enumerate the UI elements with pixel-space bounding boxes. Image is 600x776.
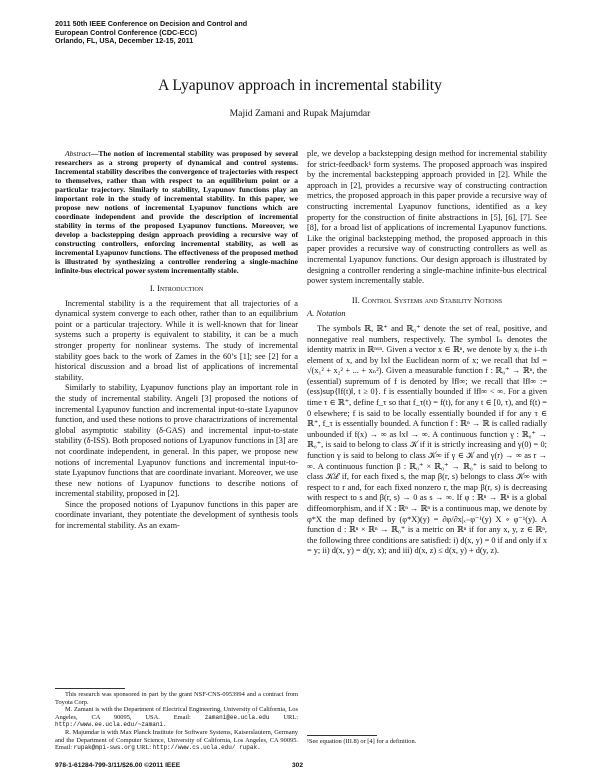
zamani-url-link[interactable]: http://www.ee.ucla.edu/~zamani. xyxy=(55,721,167,729)
page-number: 302 xyxy=(292,762,304,769)
abstract xyxy=(55,149,298,275)
notation-paragraph: The symbols ℝ, ℝ⁺ and ℝ₀⁺ denote the set of real, positive, and nonnegative real numbers, respectively. The symbol Iₙ denotes the identity matrix in ℝⁿˣⁿ. Given a vector x ∈ ℝⁿ, we denote by xᵢ the i–th element of x, and by ‖x‖ the Euclidean norm of x; we recall that ‖x‖ = √(x₁² + x₂² + ... + xₙ²). Given a measurable function f : ℝ₀⁺ → ℝⁿ, the (essential) supremum of f is denoted by ‖f‖∞; we recall that ‖f‖∞ := (ess)sup{‖f(t)‖, t ≥ 0}. f is essentially bounded if ‖f‖∞ < ∞. For a given time τ ∈ ℝ⁺, define f_τ so that f_τ(t) = f(t), for any t ∈ [0, τ), and f(t) = 0 elsewhere; f is said to be locally essentially bounded if for any τ ∈ ℝ⁺, f_τ is essentially bounded. A function f : ℝⁿ → ℝ is called radially unbounded if f(x) → ∞ as ‖x‖ → ∞. A continuous function γ : ℝ₀⁺ → ℝ₀⁺, is said to belong to class 𝒦 if it is strictly increasing and γ(0) = 0; function γ is said to belong to class 𝒦∞ if γ ∈ 𝒦 and γ(r) → ∞ as r → ∞. A continuous function β : ℝ₀⁺ × ℝ₀⁺ → ℝ₀⁺ is said to belong to class 𝒦ℒ if, for each fixed s, the map β(r, s) belongs to class 𝒦∞ with respect to r and, for each fixed nonzero r, the map β(r, s) is decreasing with respect to s and β(r, s) → 0 as s → ∞. If φ : ℝⁿ → ℝⁿ is a global diffeomorphism, and if X : ℝⁿ → ℝⁿ is a continuous map, we denote by φ*X the map defined by (φ*X)(y) = ∂φ/∂x|ₓ₌φ⁻¹(y) X ∘ φ⁻¹(y). A function d : ℝⁿ × ℝⁿ → ℝ₀⁺ is a metric on ℝⁿ if for any x, y, z ∈ ℝⁿ, the following three conditions are satisfied: i) d(x, y) = 0 if and only if x = y; ii) d(x, y) = d(y, x); and iii) d(x, z) ≤ d(x, y) + d(y, z). xyxy=(307,323,547,556)
footnote-majumdar xyxy=(55,729,298,752)
right-paragraph-1: ple, we develop a backstepping design method for incremental stability for strict-feedback¹ form systems. The proposed approach was inspired by the incremental backstepping approach provided in [2]. While the approach in [2], provides a recursive way of constructing contraction metrics, the proposed approach in this paper provide a recursive way of constructing incremental Lyapunov functions, identified as a key property for the construction of finite abstractions in [5], [6], [7]. See [8], for a broad list of applications of incremental Lyapunov functions. Like the original backstepping method, the proposed approach in this paper provides a recursive way of constructing controllers as well as incremental Lyapunov functions. Our design approach is illustrated by designing a controller rendering a single-machine infinite-bus electrical power system incrementally stable. xyxy=(307,149,547,286)
conference-line-1: 2011 50th IEEE Conference on Decision and Control and xyxy=(55,19,248,28)
intro-paragraph-3: Since the proposed notions of Lyapunov functions in this paper are coordinate invariant, they potentiate the development of synthesis tools for incremental stability. As an exam- xyxy=(55,499,298,531)
footnotes xyxy=(55,691,298,752)
left-column xyxy=(55,149,298,532)
right-column xyxy=(307,149,547,557)
section-2-title: II. Control Systems and Stability Notions xyxy=(351,294,503,305)
zamani-email-link[interactable]: zamani@ee.ucla.edu xyxy=(204,713,270,721)
conference-line-3: Orlando, FL, USA, December 12-15, 2011 xyxy=(55,36,194,46)
conference-header xyxy=(55,20,247,46)
footnote-sponsor: This research was sponsored in part by the grant NSF-CNS-0953994 and a contract from Toyota Corp. xyxy=(55,691,298,706)
footnote-rule xyxy=(55,688,125,689)
majumdar-url-link[interactable]: http://www.cs.ucla.edu/ rupak. xyxy=(152,744,261,752)
majumdar-url-label: URL: xyxy=(136,744,152,752)
majumdar-email-link[interactable]: rupak@mpi-sws.org xyxy=(73,744,135,752)
paper-authors: Majid Zamani and Rupak Majumdar xyxy=(229,108,371,119)
paper-title: A Lyapunov approach in incremental stability xyxy=(158,77,442,94)
isbn-line: 978-1-61284-799-3/11/$26.00 ©2011 IEEE xyxy=(55,762,181,769)
footnote-rule-right xyxy=(307,735,377,736)
footnote-1: ¹See equation (III.8) or [4] for a definition. xyxy=(307,738,417,745)
abstract-text: —The notion of incremental stability was proposed by several researchers as a strong property of dynamical and control systems. Incremental stability describes the convergence of trajectories with respect to themselves, rather than with respect to an equilibrium point or a particular trajectory. Similarly to stability, Lyapunov functions play an important role in the study of incremental stability. In this paper, we propose new notions of incremental Lyapunov functions which are coordinate independent and provide the description of incremental stability in terms of the proposed Lyapunov functions. Moreover, we develop a backstepping design approach providing a recursive way of constructing controllers, enforcing incremental stability, as well as incremental Lyapunov functions. The effectiveness of the proposed method is illustrated by synthesizing a controller rendering a single-machine infinite-bus electrical power system incrementally stable. xyxy=(55,149,298,275)
footnote-zamani-text: M. Zamani is with the Department of Electrical Engineering, University of California, Los Angeles, CA 90095, USA. Email: xyxy=(55,706,298,721)
subsection-notation-title: A. Notation xyxy=(307,309,346,319)
footnote-zamani xyxy=(55,706,298,729)
intro-paragraph-1: Incremental stability is a the requirement that all trajectories of a dynamical system converge to each other, rather than to an equilibrium point or a particular trajectory. While it is well-known that for linear systems such a property is equivalent to stability, it can be a much stronger property for nonlinear systems. The study of incremental stability goes back to the work of Zames in the 60’s [1]; see [2] for a historical discussion and a broad list of applications of incremental stability. xyxy=(55,298,298,382)
abstract-label: Abstract xyxy=(65,149,91,158)
zamani-url-label: URL: xyxy=(283,713,298,721)
section-introduction-title: I. Introduction xyxy=(149,283,204,293)
intro-paragraph-2: Similarly to stability, Lyapunov functions play an important role in the study of incremental stability. Angeli [3] proposed the notions of incremental Lyapunov function and incremental input-to-state Lyapunov function, and used these notions to prove charactrizations of incremental global asymptotic stability (δ-GAS) and incremental input-to-state stability (δ-ISS). Both proposed notions of Lyapunov functions in [3] are not coordinate independent, in general. In this paper, we propose new notions of incremental Lyapunov functions and incremental input-to-state Lyapunov functions that are coordinate invariant. Moreover, we use these new notions of Lyapunov functions to describe notions of incremental stability, proposed in [2]. xyxy=(55,383,298,499)
conference-line-2: European Control Conference (CDC-ECC) xyxy=(55,27,198,37)
footnote-majumdar-text: R. Majumdar is with Max Planck Institute for Software Systems, Kaiserslautern, Germany and the Department of Computer Science, University of California, Los Angeles, CA 90095. Email: xyxy=(55,728,298,752)
